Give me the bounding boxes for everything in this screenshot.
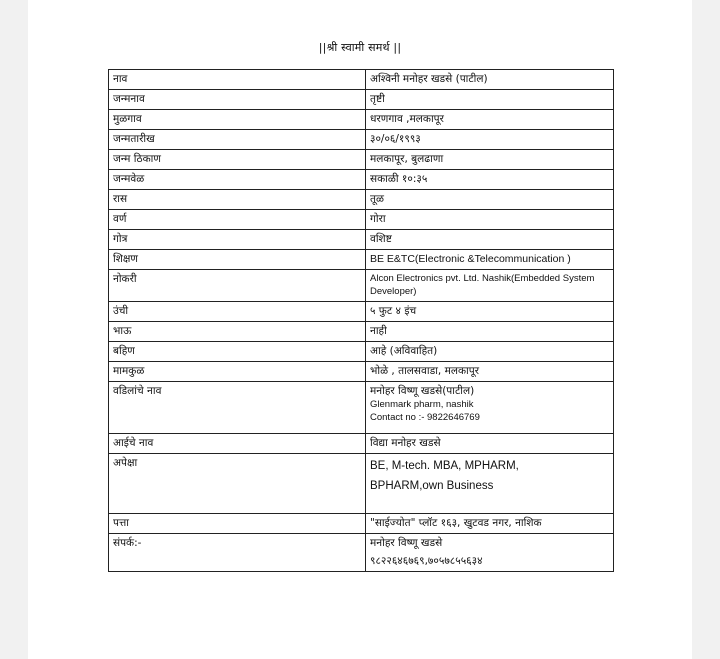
father-name: मनोहर विष्णू खडसे(पाटील)	[370, 385, 475, 397]
table-row	[109, 150, 614, 170]
row-value: तृष्टी	[366, 90, 614, 110]
table-row	[109, 362, 614, 382]
row-label: भाऊ	[109, 322, 366, 342]
row-label: जन्मतारीख	[109, 130, 366, 150]
father-contact: Contact no :- 9822646769	[370, 412, 480, 423]
row-value: भोळे , तालसवाडा, मलकापूर	[366, 362, 614, 382]
table-row	[109, 302, 614, 322]
table-row	[109, 250, 614, 270]
row-label: जन्मवेळ	[109, 170, 366, 190]
table-row	[109, 90, 614, 110]
row-label: अपेक्षा	[109, 454, 366, 514]
row-value: विद्या मनोहर खडसे	[366, 434, 614, 454]
table-row	[109, 322, 614, 342]
row-label: नोकरी	[109, 270, 366, 302]
row-label: वर्ण	[109, 210, 366, 230]
table-row	[109, 270, 614, 302]
table-row	[109, 454, 614, 514]
row-label: जन्म ठिकाण	[109, 150, 366, 170]
row-label: बहिण	[109, 342, 366, 362]
row-label: संपर्क:-	[109, 534, 366, 572]
table-row	[109, 70, 614, 90]
row-label: शिक्षण	[109, 250, 366, 270]
row-value: धरणगाव ,मलकापूर	[366, 110, 614, 130]
row-value	[366, 454, 614, 514]
row-label: मुळगाव	[109, 110, 366, 130]
row-value: सकाळी १०:३५	[366, 170, 614, 190]
row-value: अश्विनी मनोहर खडसे (पाटील)	[366, 70, 614, 90]
row-value: ५ फुट ४ इंच	[366, 302, 614, 322]
biodata-table	[108, 69, 614, 572]
row-label: जन्मनाव	[109, 90, 366, 110]
table-row	[109, 342, 614, 362]
row-value	[366, 534, 614, 572]
row-value	[366, 270, 614, 302]
row-value: नाही	[366, 322, 614, 342]
table-row	[109, 190, 614, 210]
row-value: मलकापूर, बुलढाणा	[366, 150, 614, 170]
table-row	[109, 514, 614, 534]
row-value: आहे (अविवाहित)	[366, 342, 614, 362]
row-value	[366, 382, 614, 434]
document-heading: ||श्री स्वामी समर्थ ||	[318, 41, 402, 54]
table-row	[109, 170, 614, 190]
table-row	[109, 534, 614, 572]
row-label: उंची	[109, 302, 366, 322]
table-row	[109, 210, 614, 230]
expectation-line-1: BE, M-tech. MBA, MPHARM,	[370, 460, 519, 472]
row-label: पत्ता	[109, 514, 366, 534]
row-label: रास	[109, 190, 366, 210]
table-row	[109, 130, 614, 150]
row-value: ३०/०६/१९९३	[366, 130, 614, 150]
employer-text: Alcon Electronics pvt. Ltd. Nashik(Embedded System Developer)	[370, 273, 595, 297]
row-label: मामकुळ	[109, 362, 366, 382]
contact-phones: ९८२२६४६७६९,७०५७८५५६३४	[370, 555, 483, 567]
table-row	[109, 434, 614, 454]
row-value: तूळ	[366, 190, 614, 210]
row-label: नाव	[109, 70, 366, 90]
contact-name: मनोहर विष्णू खडसे	[370, 537, 443, 549]
table-row	[109, 110, 614, 130]
row-value: BE E&TC(Electronic &Telecommunication )	[366, 250, 614, 270]
row-label: वडिलांचे नाव	[109, 382, 366, 434]
row-value: "साईज्योत" प्लॉट १६३, खुटवड नगर, नाशिक	[366, 514, 614, 534]
expectation-line-2: BPHARM,own Business	[370, 480, 494, 492]
table-row	[109, 382, 614, 434]
row-value: वशिष्ट	[366, 230, 614, 250]
father-workplace: Glenmark pharm, nashik	[370, 399, 474, 410]
table-row	[109, 230, 614, 250]
row-value: गोरा	[366, 210, 614, 230]
row-label: आईचे नाव	[109, 434, 366, 454]
row-label: गोत्र	[109, 230, 366, 250]
